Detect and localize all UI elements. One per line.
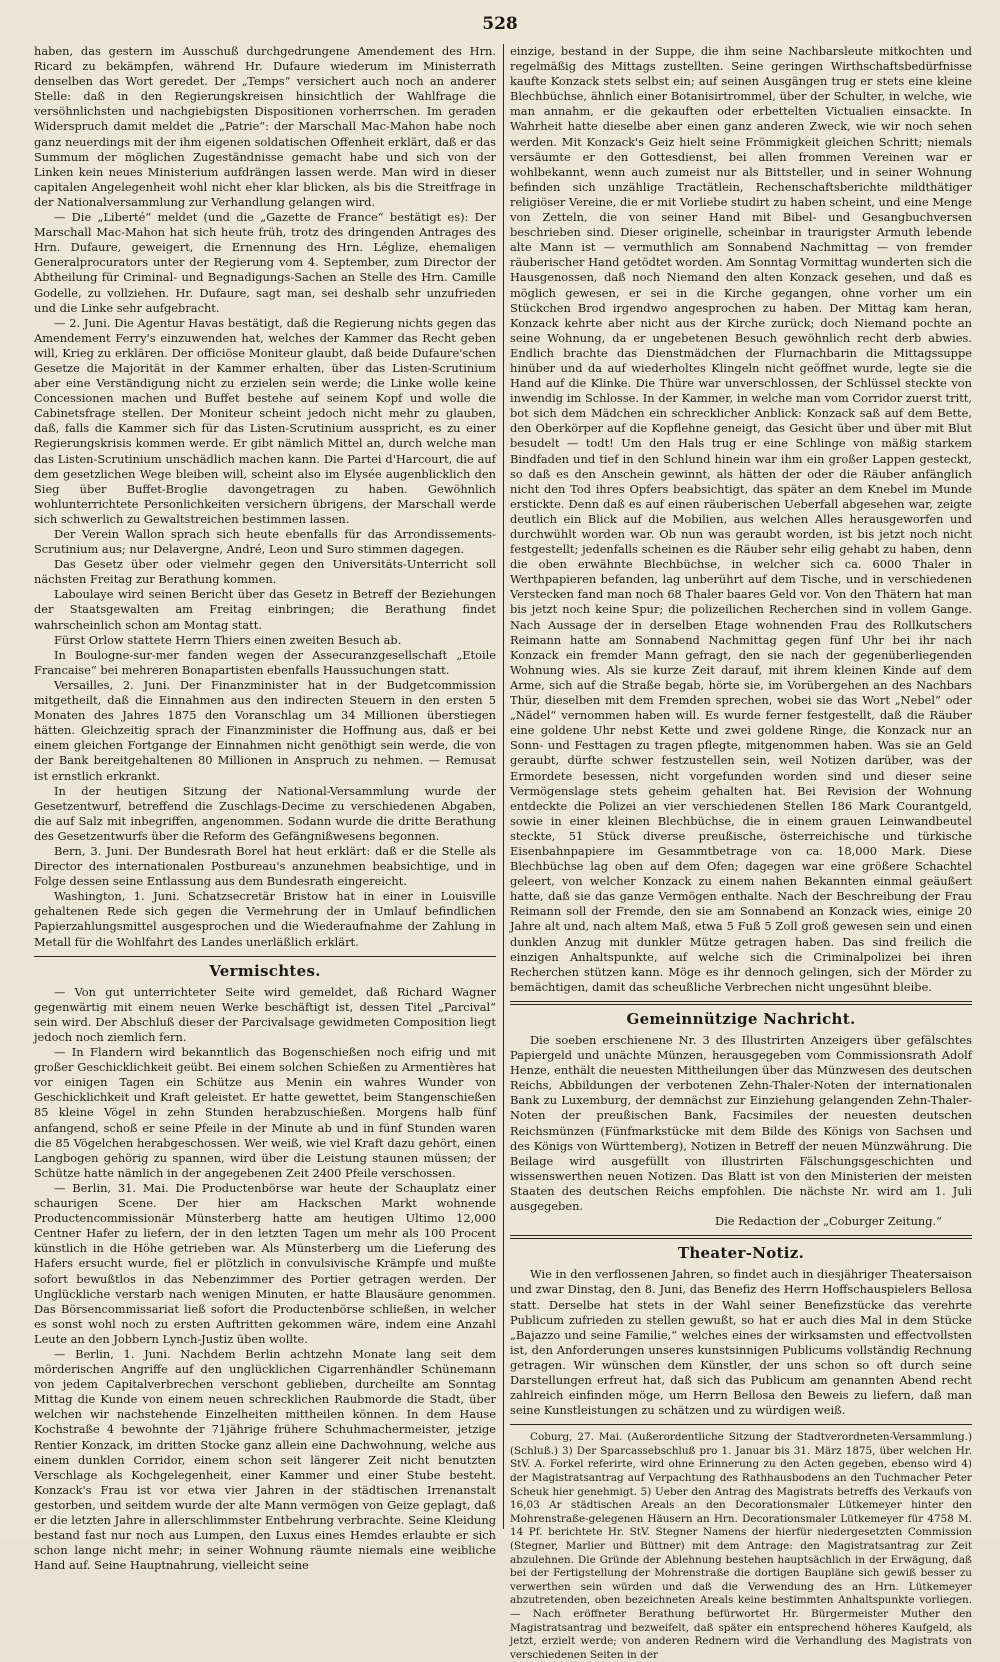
article-paragraph: Versailles, 2. Juni. Der Finanzminister hat in der Budgetcommission mitgetheilt, daß die Einnahmen aus den indirecten Steuern in den ersten 5 Monaten des Jahres 1875 den Voranschlag um 34 Millionen überstiegen hätten. Gleichzeitig sprach der Finanzminister die Hoffnung aus, daß er bei einem gleichen Fortgange der Einnahmen nicht genöthigt sein werde, die von der Bank bereitgehaltenen 80 Millionen in Anspruch zu nehmen. — Remusat ist ernstlich erkrankt. xyxy=(34,677,496,783)
article-paragraph: Der Verein Wallon sprach sich heute ebenfalls für das Arrondissements-Scrutinium aus; nur Delavergne, André, Leon und Suro stimmen dagegen. xyxy=(34,527,496,557)
article-paragraph: Bern, 3. Juni. Der Bundesrath Borel hat heut erklärt: daß er die Stelle als Director des internationalen Postbureau's anzunehmen beabsichtige, und in Folge dessen seine Entlassung aus dem Bundesrath eingereicht. xyxy=(34,843,496,889)
article-paragraph: Laboulaye wird seinen Bericht über das Gesetz in Betreff der Beziehungen der Staatsgewalten am Freitag einbringen; die Berathung findet wahrscheinlich schon am Montag statt. xyxy=(34,587,496,632)
coburg-paragraph: Coburg, 27. Mai. (Außerordentliche Sitzung der Stadtverordneten-Versammlung.) (Schluß.) 3) Der Sparcassebschluß pro 1. Januar bis 31. März 1875, über welchen Hr. StV. A. Forkel referirte, wird ohne Erinnerung zu den Acten gegeben, ebenso wird 4) der Magistratsantrag auf Verpachtung des Rathhausbodens an den Tuchmacher Peter Scheuk hier genehmigt. 5) Ueber den Antrag des Magistrats betreffs des Verkaufs von 16,03 Ar städtischen Areals an den Decorationsmaler Lütkemeyer hinter den Mohrenstraße-gelegenen Häusern an Hrn. Decorationsmaler Lütkemeyer für 4758 M. 14 Pf. berichtete Hr. StV. Stegner Namens der hierfür niedergesetzten Commission (Stegner, Marlier und Büttner) mit dem Antrage: den Magistratsantrag zur Zeit abzulehnen. Die Gründe der Ablehnung bestehen hauptsächlich in der Erwägung, daß bei der Fertigstellung der Mohrenstraße die dortigen Baupläne sich gewiß besser zu verwerthen sein würden und daß die Verwendung des an Hrn. Lütkemeyer abzutretenden, oben bezeichneten Areals keine bestimmten Anhaltspunkte vorliegen. — Nach eröffneter Berathung befürwortet Hr. Bürgermeister Muther den Magistratsantrag und bezweifelt, daß später ein entsprechend höheres Kaufgeld, als jetzt, erzielt werde; von anderen Rednern wird die Verhandlung des Magistrats von verschiedenen Seiten in der xyxy=(510,1431,972,1661)
article-paragraph: — 2. Juni. Die Agentur Havas bestätigt, daß die Regierung nichts gegen das Amendement Ferry's einzuwenden hat, welches der Kammer das Recht geben will, Krieg zu erklären. Der officiöse Moniteur glaubt, daß beide Dufaure'schen Gesetze die Majorität in der Kammer erhalten, über das Listen-Scrutinium aber eine Verständigung nicht zu erzielen sein werde; die Linke wolle keine Concessionen machen und Buffet bestehe auf seinem Kopf und wolle die Cabinetsfrage stellen. Der Moniteur scheint jedoch nicht mehr zu glauben, daß, falls die Kammer sich für das Listen-Scrutinium ausspricht, es zu einer Regierungskrisis kommen werde. Er gibt nämlich Mittel an, durch welche man das Listen-Scrutinium unschädlich machen kann. Die Partei d'Harcourt, die auf dem gesetzlichen Wege bleiben will, scheint also im Elysée augenblicklich den Sieg über Buffet-Broglie davongetragen zu haben. Gewöhnlich wohlunterrichtete Personlichkeiten versichern übrigens, der Marschall werde sich schwerlich zu Gewaltstreichen bestimmen lassen. xyxy=(34,315,496,526)
notice-signature: Die Redaction der „Coburger Zeitung.“ xyxy=(715,1214,942,1229)
vermischtes-heading: Vermischtes. xyxy=(209,961,321,980)
theater-heading: Theater-Notiz. xyxy=(677,1244,805,1263)
page-number: 528 xyxy=(482,14,518,34)
section-divider xyxy=(510,1235,972,1239)
article-paragraph: — Berlin, 31. Mai. Die Productenbörse war heute der Schauplatz einer schaurigen Scene. Der hier am Hackschen Markt wohnende Productencommissionär Münsterberg hatte am heutigen Ultimo 12,000 Centner Hafer zu liefern, der in den letzten Tagen um mehr als 100 Procent künstlich in die Höhe getrieben war. Als Münsterberg um die Lieferung des Hafers ersucht wurde, fiel er plötzlich in convulsivische Krämpfe und mußte sofort bewußtlos in das Nebenzimmer des Portier getragen werden. Der Unglückliche verstarb nach wenigen Minuten, er hatte Blausäure genommen. Das Börsencommissariat ließ sofort die Productenbörse schließen, in welcher es sonst wohl noch zu ersten Auftritten gekommen wäre, indem eine Anzahl Leute an den Jobbern Lynch-Justiz üben wollte. xyxy=(34,1180,496,1346)
article-paragraph: In Boulogne-sur-mer fanden wegen der Assecuranzgesellschaft „Etoile Francaise“ bei mehreren Bonapartisten ebenfalls Haussuchungen statt. xyxy=(34,647,496,677)
article-paragraph: Fürst Orlow stattete Herrn Thiers einen zweiten Besuch ab. xyxy=(54,632,402,647)
gemeinnuetzige-heading: Gemeinnützige Nachricht. xyxy=(626,1009,856,1028)
notice-paragraph: Die soeben erschienene Nr. 3 des Illustrirten Anzeigers über gefälschtes Papiergeld und unächte Münzen, herausgegeben vom Commissionsrath Adolf Henze, enthält die neuesten Mittheilungen über das Münzwesen des deutschen Reichs, Abbildungen der verbotenen Zehn-Thaler-Noten der internationalen Bank zu Luxemburg, der demnächst zur Einziehung gelangenden Zehn-Thaler-Noten der preußischen Bank, Facsimiles der neuesten deutschen Reichsmünzen (Fünfmarkstücke mit dem Bilde des Königs von Sachsen und des Königs von Württemberg), Notizen in Betreff der neuen Münzwährung. Die Beilage wird ausgefüllt von illustrirten Fälschungsgeschichten und wissenswerthen neuen Notizen. Das Blatt ist von den Ministerien der meisten Staaten des deutschen Reichs empfohlen. Die nächste Nr. wird am 1. Juli ausgegeben. xyxy=(510,1033,972,1214)
article-paragraph: Washington, 1. Juni. Schatzsecretär Bristow hat in einer in Louisville gehaltenen Rede sich gegen die Vermehrung der in Umlauf befindlichen Papierzahlungsmittel ausgesprochen und die Wiederaufnahme der Zahlung in Metall für die Wohlfahrt des Landes unerläßlich erklärt. xyxy=(34,889,496,949)
section-divider xyxy=(510,1001,972,1005)
section-divider xyxy=(34,956,496,957)
article-paragraph: In der heutigen Sitzung der National-Versammlung wurde der Gesetzentwurf, betreffend die Zuschlags-Decime zu verschiedenen Abgaben, die auf Salz mit inbegriffen, angenommen. Sodann wurde die dritte Berathung des Gesetzentwurfs über die Reform des Gefängnißwesens begonnen. xyxy=(34,783,496,843)
right-column xyxy=(510,44,972,1661)
theater-paragraph: Wie in den verflossenen Jahren, so findet auch in diesjähriger Theatersaison und zwar Dinstag, den 8. Juni, das Benefiz des Herrn Hoffschauspielers Bellosa statt. Derselbe hat stets in der Wahl seiner Benefizstücke das verehrte Publicum zufrieden zu stellen gewußt, so hat er auch dies Mal in dem Stücke „Bajazzo und seine Familie,“ welches eines der wirksamsten und effectvollsten ist, den Anforderungen unseres kunstsinnigen Publicums vollständig Rechnung getragen. Wir wünschen dem Künstler, der uns schon so oft durch seine Darstellungen erfreut hat, daß sich das Publicum am genannten Abend recht zahlreich einfinden möge, um Herrn Bellosa den Beweis zu liefern, daß man seine Kunstleistungen zu schätzen und zu würdigen weiß. xyxy=(510,1267,972,1418)
article-paragraph: — Die „Liberté“ meldet (und die „Gazette de France“ bestätigt es): Der Marschall Mac-Mahon hat sich heute früh, trotz des dringenden Antrages des Hrn. Dufaure, geweigert, die Ernennung des Hrn. Léglize, ehemaligen Generalprocurators unter der Regierung vom 4. September, zum Director der Abtheilung für Criminal- und Begnadigungs-Sachen an Stelle des Hrn. Camille Godelle, zu vollziehen. Hr. Dufaure, sagt man, sei deshalb sehr unzufrieden und die Linke sehr aufgebracht. xyxy=(34,210,496,315)
article-paragraph: — Von gut unterrichteter Seite wird gemeldet, daß Richard Wagner gegenwärtig mit einem neuen Werke beschäftigt ist, dessen Titel „Parcival“ sein wird. Der Abschluß dieser der Parcivalsage gewidmeten Composition liegt jedoch noch ziemlich fern. xyxy=(34,984,496,1044)
article-paragraph: einzige, bestand in der Suppe, die ihm seine Nachbarsleute mitkochten und regelmäßig des Mittags zustellten. Seine geringen Wirthschaftsbedürfnisse kaufte Konzack stets selbst ein; auf seinen Ausgängen trug er stets eine kleine Blechbüchse, ähnlich einer Botanisirtrommel, über der Schulter, in welche, wie man annahm, er die gekauften oder erbettelten Victualien einsackte. In Wahrheit hatte dieselbe aber einen ganz anderen Zweck, wie wir noch sehen werden. Mit Konzack's Geiz hielt seine Frömmigkeit gleichen Schritt; niemals versäumte er den Gottesdienst, bei allen frommen Vereinen war er wohlbekannt, wenn auch zumeist nur als Bittsteller, und in seiner Wohnung befinden sich unzählige Tractätlein, Rechenschaftsberichte mildthätiger religiöser Vereine, die er mit Vorliebe studirt zu haben scheint, und eine Menge von Zetteln, die von seiner Hand mit Bibel- und Gesangbuchversen beschrieben sind. Dieser originelle, scheinbar in traurigster Armuth lebende alte Mann ist — vermuthlich am Sonnabend Nachmittag — von fremder räuberischer Hand getödtet worden. Am Sonntag Vormittag wunderten sich die Hausgenossen, daß noch Niemand den alten Konzack gesehen, und daß es möglich gewesen, er sei in die Kirche gegangen, ohne vorher um ein Stückchen Brod irgendwo angesprochen zu haben. Der Mittag kam heran, Konzack kehrte aber nicht aus der Kirche zurück; doch Niemand pochte an seine Wohnung, da er ungebetenen Besuch gewöhnlich recht derb abwies. Endlich brachte das Dienstmädchen der Flurnachbarin die Mittagssuppe hinüber und da auf wiederholtes Klingeln nicht geöffnet wurde, legte sie die Hand auf die Klinke. Die Thüre war unverschlossen, der Schlüssel steckte von inwendig im Schlosse. In der Kammer, in welche man vom Corridor zuerst tritt, bot sich dem Mädchen ein schrecklicher Anblick: Konzack saß auf dem Bette, den Oberkörper auf die Kopflehne geneigt, das Gesicht über und über mit Blut besudelt — todt! Um den Hals trug er eine Schlinge von mäßig starkem Bindfaden und tief in den Schlund hinein war ihm ein großer Lappen gesteckt, so daß es den Anschein gewinnt, als hätten der oder die Räuber anfänglich nicht den Tod ihres Opfers beabsichtigt, das später an dem Knebel im Munde erstickte. Denn daß es auf einen räuberischen Ueberfall abgesehen war, zeigte deutlich ein Blick auf die Mobilien, aus welchen Alles herausgeworfen und durchwühlt worden war. Ob nun was geraubt worden, ist bis jetzt noch nicht festgestellt; jedenfalls scheinen es die Räuber sehr eilig gehabt zu haben, denn die oben erwähnte Blechbüchse, in welcher sich ca. 6000 Thaler in Werthpapieren befanden, lag unberührt auf dem Tische, und in verschiedenen Verstecken fand man noch 68 Thaler baares Geld vor. Von den Thätern hat man bis jetzt noch keine Spur; die polizeilichen Recherchen sind in vollem Gange. Nach Aussage der in derselben Etage wohnenden Frau des Rollkutschers Reimann hatte am Sonnabend Nachmittag gegen fünf Uhr bei ihr nach Konzack ein fremder Mann gefragt, den sie nach der gegenüberliegenden Wohnung wies. Als sie kurze Zeit darauf, mit ihrem kleinen Kinde auf dem Arme, sich auf die Straße begab, hörte sie, im Vorübergehen an des Nachbars Thür, dieselben mit dem Fremden sprechen, wobei sie das Wort „Nebel“ oder „Nädel“ vernommen haben will. Es wurde ferner festgestellt, daß die Räuber eine goldene Uhr nebst Kette und zwei goldene Ringe, die Konzack nur an Sonn- und Festtagen zu tragen pflegte, mitgenommen haben. Was sie an Geld geraubt, dürfte schwer festzustellen sein, weil Notizen darüber, was der Ermordete besessen, nicht vorgefunden worden sind und dieser seine Vermögenslage stets geheim gehalten hat. Bei Revision der Wohnung entdeckte die Polizei an vier verschiedenen Stellen 186 Mark Courantgeld, sowie in einer kleinen Blechbüchse, die in einem grauen Leinwandbeutel steckte, 51 Stück diverse preußische, österreichische und türkische Eisenbahnpapiere im Gesammtbetrage von ca. 18,000 Mark. Diese Blechbüchse lag oben auf dem Ofen; dagegen war eine größere Schachtel geleert, von welcher Konzack zu einem nahen Bekannten einmal geäußert hatte, daß sie das ganze Vermögen enthalte. Nach der Beschreibung der Frau Reimann soll der Fremde, den sie am Sonnabend an Konzack wies, einige 20 Jahre alt und, nach altem Maß, etwa 5 Fuß 5 Zoll groß gewesen sein und einen dunklen Anzug mit dunkler Mütze getragen haben. Das sind freilich die einzigen Anhaltspunkte, auf welche sich die Criminalpolizei bei ihren Recherchen stützen kann. Möge es ihr dennoch gelingen, sich der Mörder zu bemächtigen, damit das scheußliche Verbrechen nicht ungesühnt bleibe. xyxy=(510,44,972,994)
column-rule xyxy=(503,44,504,1529)
article-paragraph: — Berlin, 1. Juni. Nachdem Berlin achtzehn Monate lang seit dem mörderischen Angriffe auf den unglücklichen Cigarrenhändler Schünemann von jedem Capitalverbrechen verschont geblieben, durcheilte am Sonntag Mittag die Kunde von einem neuen schrecklichen Raubmorde die Stadt, über welchen wir nachstehende Einzelheiten mittheilen können. In dem Hause Kochstraße 4 bewohnte der 71jährige frühere Schuhmachermeister, jetzige Rentier Konzack, im dritten Stocke ganz allein eine Dachwohnung, welche aus einem dunklen Corridor, einem schon seit längerer Zeit nicht benutzten Verschlage als Kochgelegenheit, einer Kammer und einer Stube besteht. Konzack's Frau ist vor etwa vier Jahren in der städtischen Irrenanstalt gestorben, und seitdem wurde der alte Mann vermögen von Geize geplagt, daß er die letzten Jahre in allerschlimmster Entbehrung verbrachte. Seine Kleidung bestand fast nur noch aus Lumpen, den Luxus eines Hemdes erlaubte er sich schon lange nicht mehr; in seiner Wohnung räumte niemals eine weibliche Hand auf. Seine Hauptnahrung, vielleicht seine xyxy=(34,1346,496,1573)
article-paragraph: Das Gesetz über oder vielmehr gegen den Universitäts-Unterricht soll nächsten Freitag zur Berathung kommen. xyxy=(34,557,496,587)
section-divider xyxy=(510,1424,972,1425)
article-paragraph: haben, das gestern im Ausschuß durchgedrungene Amendement des Hrn. Ricard zu bekämpfen, während Hr. Dufaure wiederum im Ministerrath denselben das Wort geredet. Der „Temps“ versichert auch noch an anderer Stelle: daß in den Regierungskreisen hinsichtlich der Wahlfrage die versöhnlichsten und nachgiebigsten Dispositionen vorherrschen. Im geraden Widerspruch damit meldet die „Patrie“: der Marschall Mac-Mahon habe noch ganz neuerdings mit der ihm eigenen soldatischen Offenheit erklärt, daß er das Summum der möglichen Zugeständnisse gemacht habe und sich von der Linken kein neues Ministerium aufdrängen lassen werde. Man wird in dieser capitalen Angelegenheit wohl nicht eher klar blicken, als bis die Streitfrage in der Nationalversammlung zur Verhandlung gelangen wird. xyxy=(34,44,496,209)
article-paragraph: — In Flandern wird bekanntlich das Bogenschießen noch eifrig und mit großer Geschicklichkeit geübt. Bei einem solchen Schießen zu Armentières hat vor einigen Tagen ein Schütze aus Menin ein wahres Wunder von Geschicklichkeit und Kraft geleistet. Er hatte gewettet, beim Stangenschießen 85 kleine Vögel in zehn Stunden herabzuschießen. Morgens halb fünf anfangend, schoß er seine Pfeile in der Minute ab und in fünf Stunden waren die 85 Vögelchen herabgeschossen. Wer weiß, wie viel Kraft dazu gehört, einen Langbogen gehörig zu spannen, wird über die Leistung staunen müssen; der Schütze hatte nämlich in der angegebenen Zeit 2400 Pfeile verschossen. xyxy=(34,1045,496,1180)
left-column xyxy=(34,44,496,1573)
